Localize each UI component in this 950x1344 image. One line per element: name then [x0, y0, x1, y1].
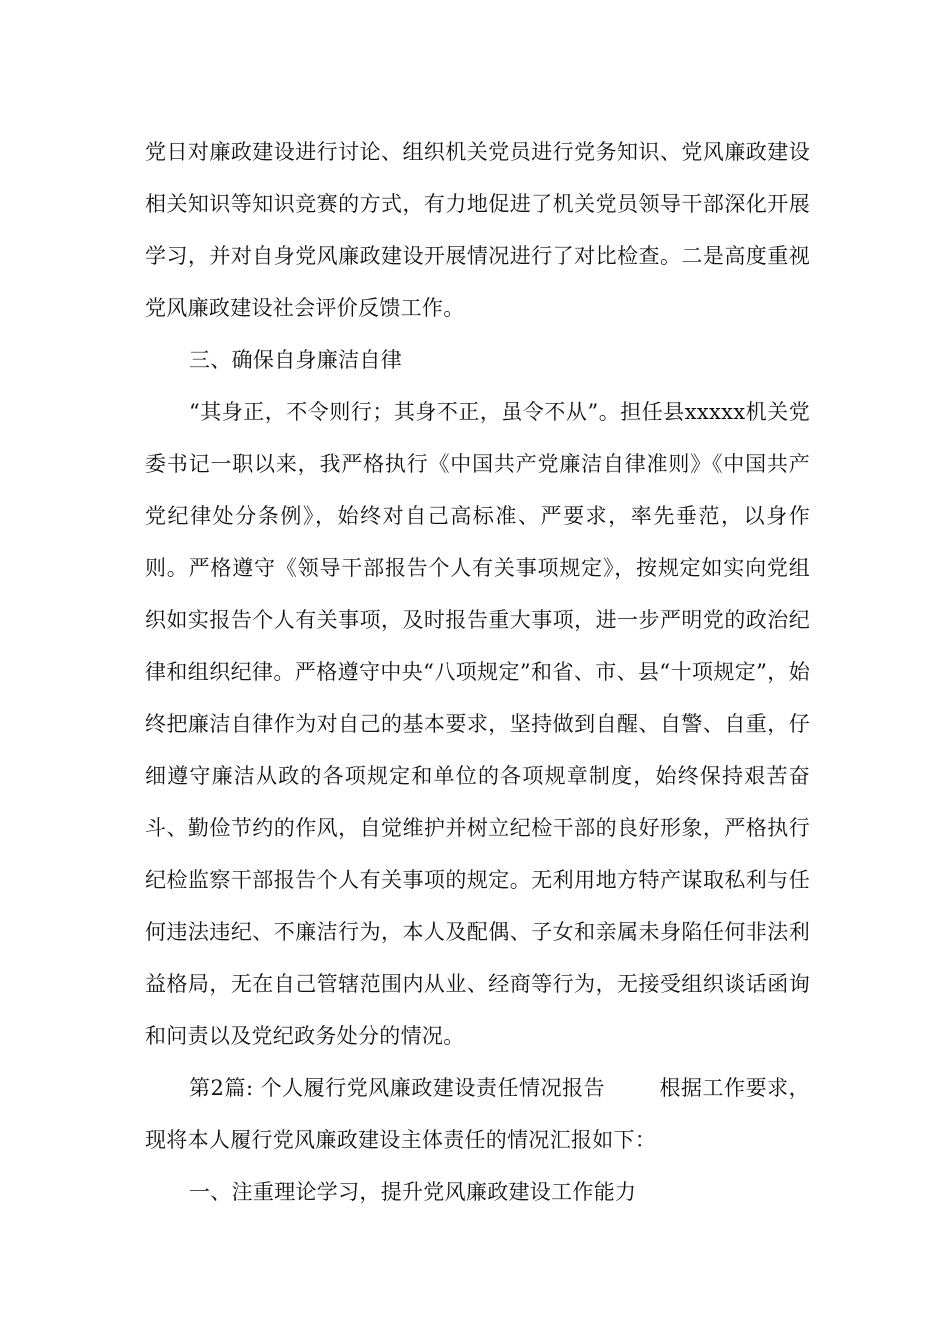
- paragraph-continued: 党日对廉政建设进行讨论、组织机关党员进行党务知识、党风廉政建设相关知识等知识竞赛的方式，有力地促进了机关党员领导干部深化开展学习，并对自身党风廉政建设开展情况进行了对比检查。二是高度重视党风廉政建设社会评价反馈工作。: [145, 140, 810, 320]
- article-2-paragraph: [145, 1062, 810, 1166]
- paragraph-self-discipline: “其身正，不令则行；其身不正，虽令不从”。担任县xxxxx机关党委书记一职以来，我严格执行《中国共产党廉洁自律准则》《中国共产党纪律处分条例》，始终对自己高标准、严要求，率先垂范，以身作则。严格遵守《领导干部报告个人有关事项规定》，按规定如实向党组织如实报告个人有关事项，及时报告重大事项，进一步严明党的政治纪律和组织纪律。严格遵守中央“八项规定”和省、市、县“十项规定”，始终把廉洁自律作为对自己的基本要求，坚持做到自醒、自警、自重，仔细遵守廉洁从政的各项规定和单位的各项规章制度，始终保持艰苦奋斗、勤俭节约的作风，自觉维护并树立纪检干部的良好形象，严格执行纪检监察干部报告个人有关事项的规定。无利用地方特产谋取私利与任何违法违纪、不廉洁行为，本人及配偶、子女和亲属未身陷任何非法利益格局，无在自己管辖范围内从业、经商等行为，无接受组织谈话函询和问责以及党纪政务处分的情况。: [145, 400, 810, 1048]
- section-heading-1: 一、注重理论学习，提升党风廉政建设工作能力: [189, 1180, 637, 1204]
- section-heading-3: 三、确保自身廉洁自律: [189, 348, 402, 372]
- document-body: [145, 126, 810, 1218]
- article-2-title: 第2篇: 个人履行党风廉政建设责任情况报告: [189, 1076, 606, 1100]
- article-2-intro: 根据工作要求，现将本人履行党风廉政建设主体责任的情况汇报如下：: [145, 1076, 810, 1152]
